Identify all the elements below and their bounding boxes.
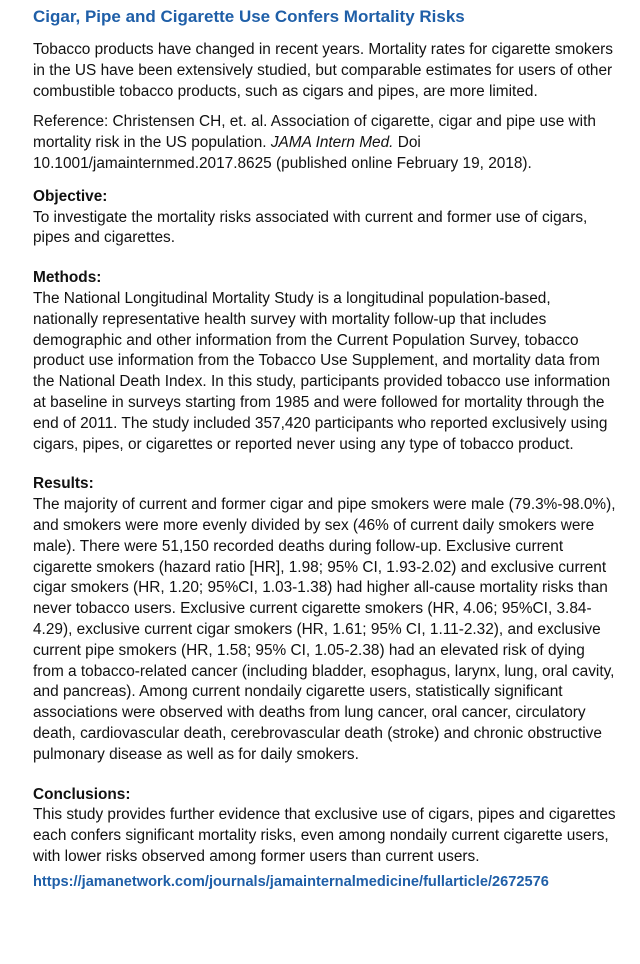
reference-doi: Doi 10.1001/jamainternmed.2017.8625 (published online February 19, 2018).	[33, 134, 532, 172]
results-heading: Results:	[33, 475, 94, 493]
journal-name: JAMA Intern Med.	[270, 134, 394, 152]
objective-section	[33, 187, 616, 249]
methods-heading: Methods:	[33, 269, 102, 287]
methods-section	[33, 268, 616, 455]
article-link[interactable]: https://jamanetwork.com/journals/jamainternalmedicine/fullarticle/2672576	[33, 873, 549, 890]
results-section	[33, 474, 616, 765]
conclusions-text: This study provides further evidence that exclusive use of cigars, pipes and cigarettes each confers significant mortality risks, even among nondaily current cigarette users, with lower risks observed among former users than current users.	[33, 806, 616, 865]
conclusions-heading: Conclusions:	[33, 785, 131, 803]
objective-text: To investigate the mortality risks associated with current and former use of cigars, pipes and cigarettes.	[33, 208, 588, 247]
objective-heading: Objective:	[33, 187, 108, 205]
conclusions-section	[33, 785, 616, 868]
page-title: Cigar, Pipe and Cigarette Use Confers Mortality Risks	[33, 7, 465, 26]
methods-text: The National Longitudinal Mortality Study is a longitudinal population-based, nationally representative health survey with mortality follow-up that includes demographic and other information from the Current Population Survey, tobacco product use information from the Tobacco Use Supplement, and mortality data from the National Death Index. In this study, participants provided tobacco use information at baseline in surveys starting from 1985 and were followed for mortality through the end of 2011. The study included 357,420 participants who reported exclusively using cigars, pipes, or cigarettes or reported never using any type of tobacco product.	[33, 289, 611, 453]
results-text: The majority of current and former cigar and pipe smokers were male (79.3%-98.0%), and smokers were more evenly divided by sex (46% of current daily smokers were male). There were 51,150 recorded deaths during follow-up. Exclusive current cigarette smokers (hazard ratio [HR], 1.98; 95% CI, 1.93-2.02) and exclusive current cigar smokers (HR, 1.20; 95%CI, 1.03-1.38) had higher all-cause mortality risks than never tobacco users. Exclusive current cigarette smokers (HR, 4.06; 95%CI, 3.84-4.29), exclusive current cigar smokers (HR, 1.61; 95% CI, 1.11-2.32), and exclusive current pipe smokers (HR, 1.58; 95% CI, 1.05-2.38) had an elevated risk of dying from a tobacco-related cancer (including bladder, esophagus, larynx, lung, oral cavity, and pancreas). Among current nondaily cigarette users, statistically significant associations were observed with deaths from lung cancer, oral cancer, circulatory death, cardiovascular death, cerebrovascular death (stroke) and chronic obstructive pulmonary disease as well as for daily smokers.	[33, 496, 616, 763]
intro-paragraph: Tobacco products have changed in recent years. Mortality rates for cigarette smokers in the US have been extensively studied, but comparable estimates for users of other combustible tobacco products, such as cigars and pipes, are more limited.	[33, 41, 613, 100]
reference-text: Reference: Christensen CH, et. al. Association of cigarette, cigar and pipe use with mortality risk in the US population.	[33, 113, 596, 152]
reference-paragraph	[33, 112, 616, 174]
